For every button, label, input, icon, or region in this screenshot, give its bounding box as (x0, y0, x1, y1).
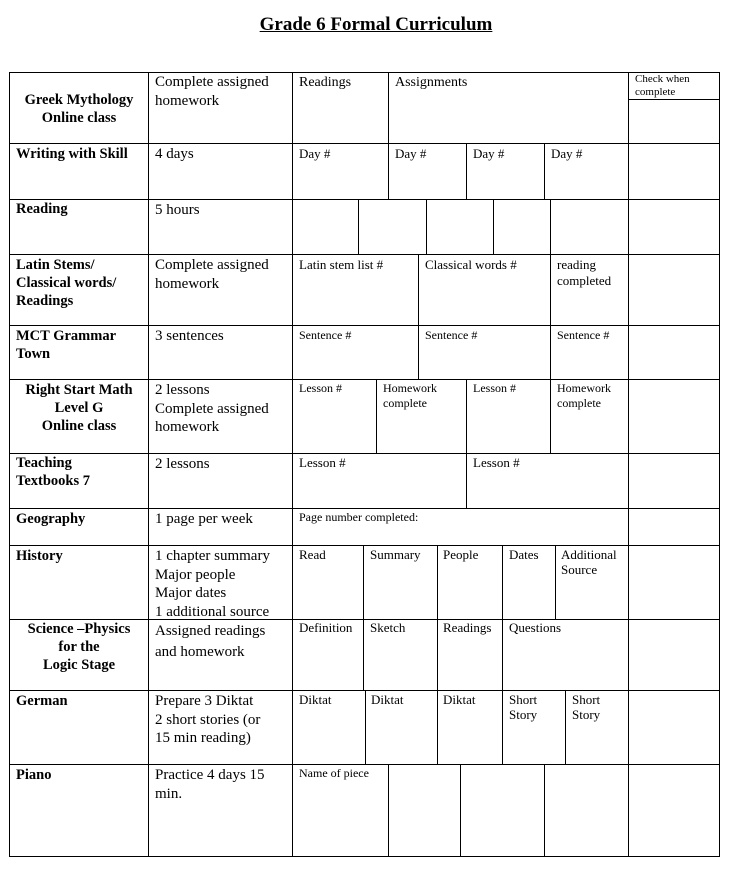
column-label: Questions (509, 620, 561, 635)
subject-label: Right Start Math Level G Online class (25, 382, 133, 434)
column-label: Additional Source (561, 547, 617, 577)
subject-label: History (16, 548, 63, 564)
time-requirement: Complete assigned homework (155, 74, 269, 109)
subject-label: Science –Physics for the Logic Stage (27, 621, 131, 673)
column-label: Lesson # (299, 455, 346, 470)
time-requirement: Prepare 3 Diktat 2 short stories (or 15 min reading) (155, 693, 261, 746)
subject-label: Greek Mythology Online class (24, 92, 134, 126)
page-title: Grade 6 Formal Curriculum (259, 14, 493, 35)
time-requirement: 1 chapter summary Major people Major dates 1 additional source (155, 548, 270, 620)
column-label: Page number completed: (299, 510, 419, 524)
column-label: Sketch (370, 620, 406, 635)
column-label: Diktat (371, 692, 404, 707)
column-label: Diktat (443, 692, 476, 707)
column-label: Latin stem list # (299, 257, 384, 272)
column-label: People (443, 547, 479, 562)
subject-label: Reading (16, 201, 68, 217)
column-label: Assignments (395, 75, 468, 90)
subject-label: Writing with Skill (16, 146, 128, 162)
column-label: Short Story (509, 692, 538, 722)
time-requirement: Practice 4 days 15 min. (155, 767, 265, 802)
subject-label: Geography (16, 511, 86, 527)
column-label: Day # (473, 146, 505, 161)
column-label: Homework complete (383, 381, 437, 410)
subject-label: German (16, 693, 68, 709)
time-requirement: 2 lessons Complete assigned homework (155, 382, 269, 435)
column-label: Dates (509, 547, 539, 562)
column-label: Name of piece (299, 766, 369, 780)
column-label: Short Story (572, 692, 601, 722)
time-requirement: 1 page per week (155, 511, 253, 527)
column-label: Lesson # (299, 381, 342, 395)
time-requirement: 4 days (155, 146, 194, 162)
time-requirement: 2 lessons (155, 456, 210, 472)
subject-label: MCT Grammar Town (16, 328, 116, 362)
column-label: Day # (299, 146, 331, 161)
column-label: Summary (370, 547, 421, 562)
time-requirement: Assigned readings and homework (155, 623, 266, 660)
subject-label: Latin Stems/ Classical words/ Readings (16, 257, 117, 309)
column-label: Sentence # (557, 328, 610, 342)
time-requirement: 5 hours (155, 202, 200, 218)
subject-label: Piano (16, 767, 52, 783)
column-label: Day # (551, 146, 583, 161)
column-label: Sentence # (299, 328, 352, 342)
time-requirement: 3 sentences (155, 328, 224, 344)
column-label: Read (299, 547, 326, 562)
column-label: Diktat (299, 692, 332, 707)
column-label: Sentence # (425, 328, 478, 342)
check-when-complete-header: Check when complete (635, 73, 690, 98)
column-label: Homework complete (557, 381, 611, 410)
column-label: Day # (395, 146, 427, 161)
time-requirement: Complete assigned homework (155, 257, 269, 292)
column-label: Definition (299, 620, 353, 635)
column-label: Lesson # (473, 381, 516, 395)
column-label: Readings (299, 75, 352, 90)
column-label: reading completed (557, 257, 612, 288)
column-label: Readings (443, 620, 492, 635)
column-label: Lesson # (473, 455, 520, 470)
subject-label: Teaching Textbooks 7 (16, 455, 91, 489)
column-label: Classical words # (425, 257, 517, 272)
